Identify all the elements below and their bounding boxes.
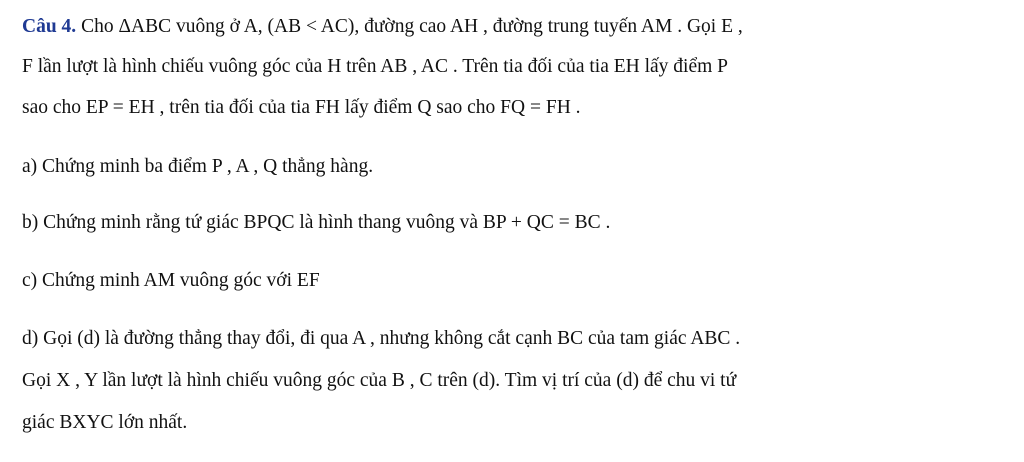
problem-label: Câu 4. [22,16,77,37]
part-b: b) Chứng minh rằng tứ giác BPQC là hình thang vuông và BP + QC = BC . [22,212,611,233]
intro-line-3: sao cho EP = EH , trên tia đối của tia FH lấy điểm Q sao cho FQ = FH . [22,97,581,118]
problem-heading-line [22,16,743,38]
part-d-line-1: d) Gọi (d) là đường thẳng thay đổi, đi qua A , nhưng không cắt cạnh BC của tam giác ABC . [22,328,741,349]
intro-line-2: F lần lượt là hình chiếu vuông góc của H trên AB , AC . Trên tia đối của tia EH lấy điểm P [22,56,728,77]
part-d-line-2: Gọi X , Y lần lượt là hình chiếu vuông góc của B , C trên (d). Tìm vị trí của (d) để chu vi tứ [22,370,737,391]
part-c: c) Chứng minh AM vuông góc với EF [22,270,320,291]
part-d-line-3: giác BXYC lớn nhất. [22,412,188,433]
intro-line-1: Cho ΔABC vuông ở A, (AB < AC), đường cao AH , đường trung tuyến AM . Gọi E , [76,16,743,37]
part-a: a) Chứng minh ba điểm P , A , Q thẳng hàng. [22,156,374,177]
